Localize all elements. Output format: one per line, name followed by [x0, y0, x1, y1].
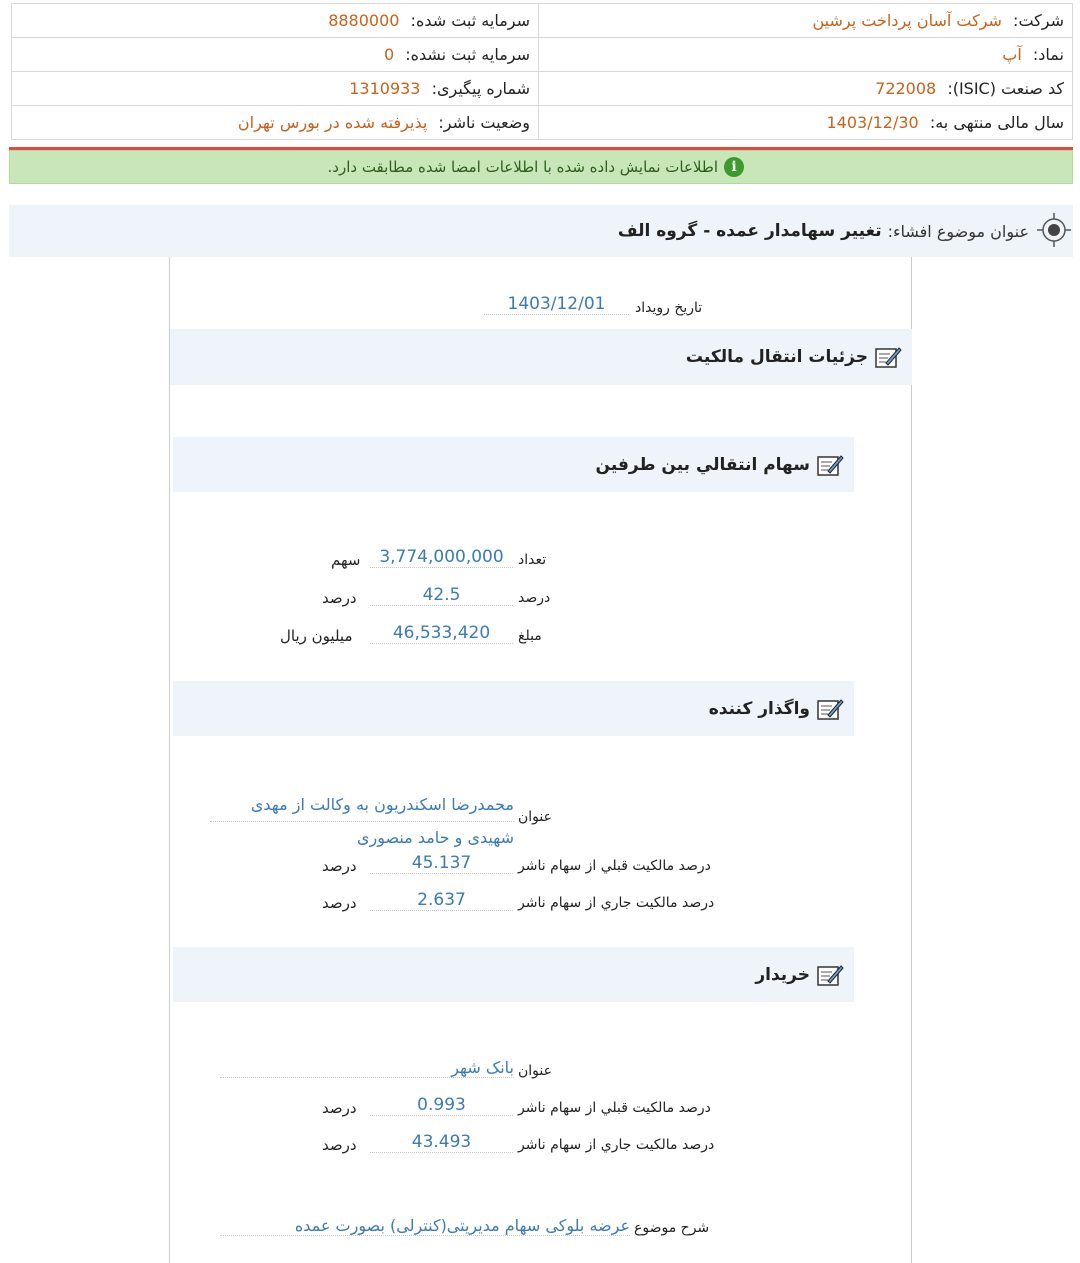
edit-icon [874, 345, 902, 369]
company-label: شرکت: [1013, 11, 1064, 30]
shares-section-title: سهام انتقالي بين طرفين [595, 454, 810, 475]
fiscal-label: سال مالی منتهی به: [929, 113, 1064, 132]
event-date-value: 1403/12/01 [484, 294, 629, 315]
tracking-cell [12, 72, 539, 106]
description-label: شرح موضوع [634, 1220, 710, 1236]
seller-prev-label: درصد مالکيت قبلي از سهام ناشر [518, 858, 711, 874]
tracking-label: شماره پیگیری: [431, 79, 530, 98]
seller-curr-label: درصد مالکيت جاري از سهام ناشر [518, 895, 715, 911]
reg-capital-value: 8880000 [328, 11, 400, 30]
verification-notice [9, 150, 1073, 184]
buyer-prev-label: درصد مالکيت قبلي از سهام ناشر [518, 1100, 711, 1116]
shares-percent-unit: درصد [322, 589, 357, 607]
reg-capital-label: سرمایه ثبت شده: [410, 11, 530, 30]
buyer-section-title: خريدار [755, 964, 810, 985]
isic-cell [539, 72, 1073, 106]
seller-section-title: واگذار کننده [708, 698, 810, 719]
company-info-table [11, 3, 1073, 140]
ownership-section-title: جزئیات انتقال مالکیت [685, 347, 868, 367]
unreg-capital-label: سرمایه ثبت نشده: [405, 45, 530, 64]
disclosure-content [169, 257, 912, 1263]
status-label: وضعیت ناشر: [438, 113, 530, 132]
company-cell [539, 4, 1073, 38]
buyer-curr-value: 43.493 [370, 1132, 513, 1153]
notice-text: اطلاعات نمایش داده شده با اطلاعات امضا شده مطابقت دارد. [327, 158, 718, 176]
unreg-capital-cell [12, 38, 539, 72]
fiscal-value: 1403/12/30 [826, 113, 919, 132]
seller-curr-value: 2.637 [370, 890, 513, 911]
edit-icon [816, 963, 844, 987]
info-row [12, 4, 1073, 38]
seller-section-header [173, 681, 854, 736]
subject-label: عنوان موضوع افشاء: [887, 221, 1029, 241]
buyer-section-header [173, 947, 854, 1002]
info-row [12, 38, 1073, 72]
shares-percent-value: 42.5 [370, 585, 513, 606]
subject-bar [9, 205, 1073, 257]
seller-title-line: محمدرضا اسکندریون به وکالت از مهدی [210, 789, 514, 822]
status-value: پذیرفته شده در بورس تهران [237, 113, 428, 132]
isic-label: کد صنعت (ISIC): [947, 79, 1064, 98]
shares-count-value: 3,774,000,000 [370, 547, 513, 568]
buyer-title-label: عنوان [518, 1063, 552, 1079]
reg-capital-cell [12, 4, 539, 38]
buyer-curr-unit: درصد [322, 1136, 357, 1154]
ownership-section-header [170, 329, 912, 385]
info-row [12, 106, 1073, 140]
tracking-value: 1310933 [349, 79, 421, 98]
description-value: عرضه بلوکی سهام مدیریتی(کنترلی) بصورت عمده [220, 1216, 630, 1236]
edit-icon [816, 697, 844, 721]
fiscal-cell [539, 106, 1073, 140]
shares-section-header [173, 437, 854, 492]
seller-prev-value: 45.137 [370, 853, 513, 874]
shares-amount-unit: میلیون ریال [280, 627, 353, 645]
seller-curr-unit: درصد [322, 894, 357, 912]
buyer-curr-label: درصد مالکيت جاري از سهام ناشر [518, 1137, 715, 1153]
shares-percent-label: درصد [518, 590, 551, 606]
unreg-capital-value: 0 [383, 45, 395, 64]
seller-title-line: شهیدی و حامد منصوری [356, 828, 514, 847]
buyer-prev-value: 0.993 [370, 1095, 513, 1116]
buyer-title-value: بانک شهر [220, 1058, 514, 1078]
symbol-value[interactable]: آپ [1002, 45, 1022, 64]
isic-value: 722008 [875, 79, 937, 98]
shares-count-unit: سهم [331, 551, 361, 569]
info-icon: i [724, 157, 744, 177]
shares-count-label: تعداد [518, 552, 547, 568]
buyer-prev-unit: درصد [322, 1099, 357, 1117]
company-value[interactable]: شرکت آسان پرداخت پرشین [812, 11, 1002, 30]
symbol-cell [539, 38, 1073, 72]
status-cell [12, 106, 539, 140]
seller-title-value [210, 789, 514, 854]
shares-amount-value: 46,533,420 [370, 623, 513, 644]
target-icon [1037, 213, 1071, 247]
seller-prev-unit: درصد [322, 857, 357, 875]
shares-amount-label: مبلغ [518, 628, 542, 644]
event-date-label: تاريخ رويداد [635, 300, 703, 316]
seller-title-label: عنوان [518, 809, 552, 825]
subject-value: تغییر سهامدار عمده - گروه الف [617, 221, 882, 241]
symbol-label: نماد: [1032, 45, 1064, 64]
edit-icon [816, 453, 844, 477]
info-row [12, 72, 1073, 106]
